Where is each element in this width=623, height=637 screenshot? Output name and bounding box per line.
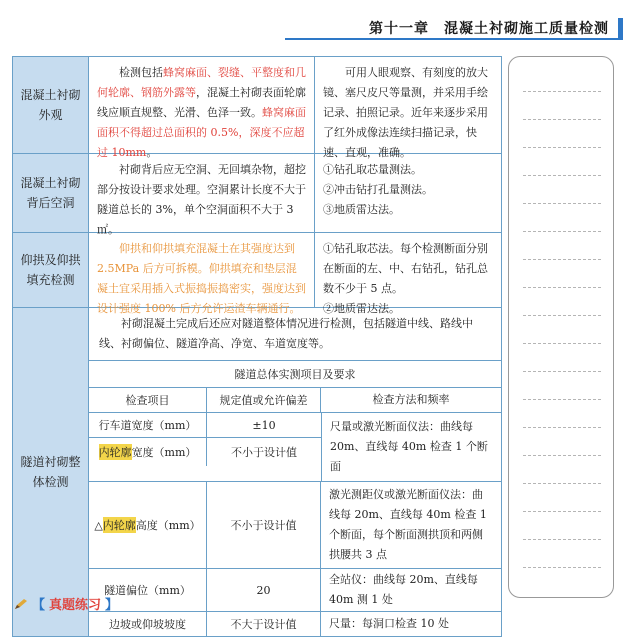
note-line [523, 147, 601, 148]
table-row [89, 482, 501, 569]
method-line: ②冲击钻打孔量测法。 [323, 183, 433, 196]
table-row [13, 154, 501, 236]
note-line [523, 567, 601, 568]
method-text: 可用人眼观察、有刻度的放大镜、塞尺皮尺等量测，并采用手绘记录、拍照记录。近年来逐步采用了红外成像法连续扫描记录，快速、直观，准确。 [323, 66, 488, 159]
item-cell [89, 413, 207, 437]
value-cell: 不小于设计值 [207, 482, 321, 568]
chapter-title: 第十一章 混凝土衬砌施工质量检测 [369, 21, 609, 37]
practice-heading [14, 594, 118, 613]
item-cell: 边坡或仰坡坡度 [89, 612, 207, 636]
note-line [523, 427, 601, 428]
value-cell: 不小于设计值 [231, 446, 297, 459]
note-line [523, 175, 601, 176]
item-text: 行车道宽度（mm） [98, 419, 197, 432]
highlight-text: 蜂窝麻面、裂缝、平整度和几何轮廓、钢筋外露等 [97, 66, 306, 99]
bracket-close: 】 [105, 598, 119, 613]
merged-left [89, 413, 322, 481]
table-row [89, 612, 501, 636]
item-cell [89, 438, 207, 466]
note-line [523, 119, 601, 120]
header-cell: 规定值或允许偏差 [207, 388, 321, 412]
item-cell [89, 482, 207, 568]
method-line: ③地质雷达法。 [323, 203, 400, 216]
note-line [523, 343, 601, 344]
table-row-overall [13, 308, 501, 636]
highlight-mark: 内轮廓 [102, 519, 136, 532]
row-requirement [89, 233, 315, 315]
row-label: 隧道衬砌整体检测 [13, 308, 89, 636]
note-line [523, 203, 601, 204]
requirement-text [97, 63, 306, 163]
requirement-text: 衬砌背后应无空洞、无回填杂物，超挖部分按设计要求处理。空洞累计长度不大于隧道总长的 3%，单个空洞面积不大于 3 ㎡。 [97, 163, 306, 236]
highlight-text: 蜂窝麻面面积不得超过总面积的 0.5%，深度不应超过 10mm [97, 106, 306, 159]
method-cell: 激光测距仪或激光断面仪法：曲线每 20m、直线每 40m 检查 1 个断面，每个断面测拱顶和两侧拱腰共 3 点 [329, 488, 487, 561]
note-line [523, 259, 601, 260]
note-line [523, 91, 601, 92]
page-header [0, 0, 623, 46]
overall-intro: 衬砌混凝土完成后还应对隧道整体情况进行检测，包括隧道中线、路线中线、衬砌偏位、隧道净高、净宽、车道宽度等。 [89, 308, 501, 361]
value-cell: 不大于设计值 [207, 612, 321, 636]
sub-table-caption: 隧道总体实测项目及要求 [89, 361, 501, 388]
method-cell: 尺量或激光断面仪法：曲线每 20m、直线每 40m 检查 1 个断面 [330, 420, 488, 473]
highlight-mark: 内轮廓 [98, 446, 132, 459]
text-span: 检测包括 [119, 66, 163, 79]
table-row [89, 413, 321, 438]
practice-label: 真题练习 [49, 598, 102, 613]
row-label: 仰拱及仰拱填充检测 [13, 233, 89, 307]
note-line [523, 371, 601, 372]
notes-panel [508, 56, 614, 598]
row-method [315, 233, 501, 315]
overall-inner-table [89, 308, 501, 636]
bracket-open: 【 [32, 598, 46, 613]
delta-symbol: △ [94, 518, 103, 532]
row-label: 混凝土衬砌背后空洞 [13, 154, 89, 232]
requirement-text: 仰拱和仰拱填充混凝土在其强度达到 2.5MPa 后方可拆模。仰拱填充和垫层混凝土宜采用插入式振捣振捣密实，强度达到设计强度 100% 后方允许运渣车辆通行。 [97, 242, 306, 315]
value-cell: ±10 [252, 418, 276, 432]
table-row [13, 57, 501, 159]
text-span: ，混凝土衬砌表面轮廓线应顺直规整、光滑、色泽一致。 [97, 86, 306, 119]
note-line [523, 539, 601, 540]
note-line [523, 399, 601, 400]
row-label: 混凝土衬砌外观 [13, 57, 89, 153]
header-rule [285, 38, 623, 40]
value-cell: 20 [207, 569, 321, 611]
note-line [523, 315, 601, 316]
method-line: ②地质雷达法。 [323, 302, 400, 315]
row-method [315, 57, 501, 159]
row-requirement [89, 57, 315, 159]
note-line [523, 455, 601, 456]
note-line [523, 483, 601, 484]
merged-rows [89, 413, 501, 482]
row-method [315, 154, 501, 232]
note-line [523, 511, 601, 512]
note-line [523, 231, 601, 232]
item-cell: 隧道偏位（mm） [89, 569, 207, 611]
row-requirement [89, 154, 315, 236]
sub-table-header [89, 388, 501, 413]
pencil-icon [14, 598, 28, 610]
text-span: 。 [146, 146, 158, 159]
item-text: 高度（mm） [135, 519, 201, 532]
table-row [89, 438, 321, 466]
method-line: ①钻孔取芯法。每个检测断面分别在断面的左、中、右钻孔，钻孔总数不少于 5 点。 [323, 242, 488, 295]
table-row [89, 569, 501, 612]
method-cell: 全站仪：曲线每 20m、直线每 40m 测 1 处 [329, 573, 478, 606]
header-cell: 检查项目 [89, 388, 207, 412]
header-accent-bar [618, 18, 623, 40]
header-cell: 检查方法和频率 [372, 393, 450, 406]
note-line [523, 287, 601, 288]
table-row [13, 233, 501, 315]
item-text: 宽度（mm） [131, 446, 197, 459]
inspection-table [12, 56, 502, 637]
method-cell: 尺量：每洞口检查 10 处 [329, 617, 449, 630]
method-line: ①钻孔取芯量测法。 [323, 163, 422, 176]
